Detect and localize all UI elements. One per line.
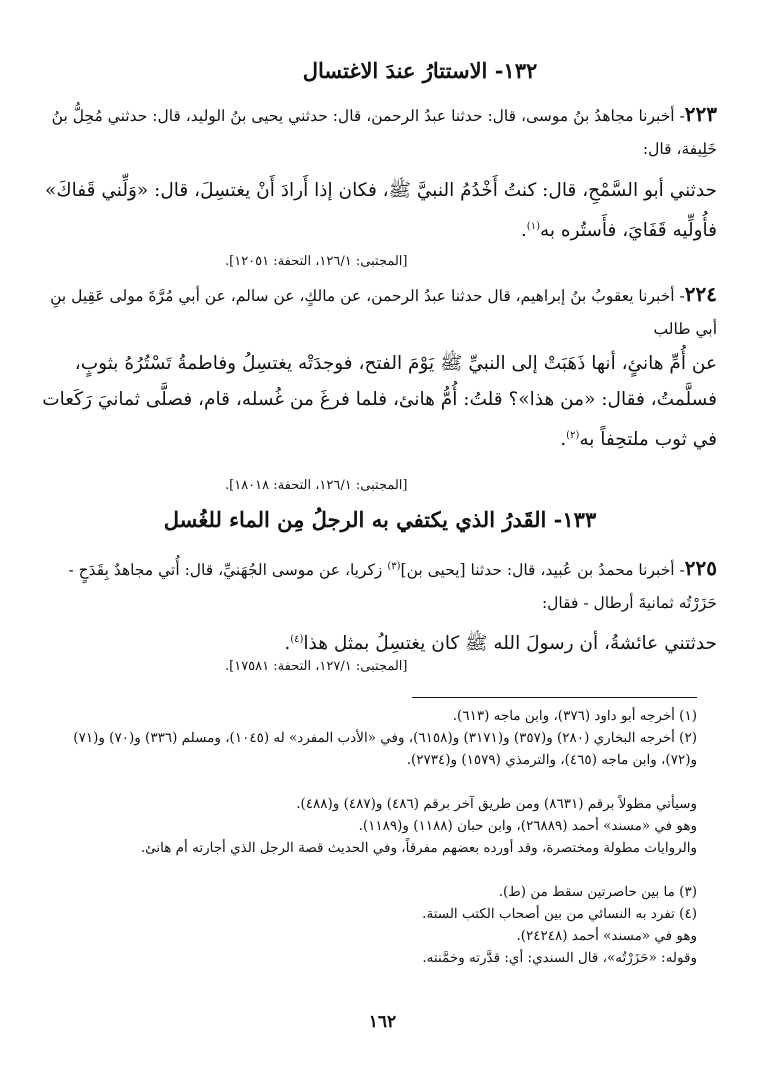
- footnote-mark-3: (٣): [387, 561, 401, 572]
- hadith-225-isnad: [42, 550, 717, 620]
- hadith-224-ref: [المجتبى: ١٢٦/١، التحفة: ١٨٠١٨].: [225, 478, 408, 493]
- hadith-223-isnad: [42, 98, 717, 166]
- footnote-4-cont-1: وهو في «مسند» أحمد (٢٤٢٤٨).: [516, 928, 697, 944]
- footnote-2-cont-3: والروايات مطولة ومختصرة، وقد أورده بعضهم مفرقاً، وفي الحديث قصة الرجل الذي أجارته أم هانئ.: [140, 840, 697, 856]
- hadith-224-isnad: [42, 278, 717, 346]
- footnote-2-cont-2: وهو في «مسند» أحمد (٢٦٨٨٩)، وابن حبان (١١٨٨) و(١١٨٩).: [358, 818, 697, 834]
- hadith-225-matn: حدثتني عائشةُ، أن رسولَ الله ﷺ كان يغتسِلُ بمثل هذا$^{(٤)}$.: [284, 633, 717, 655]
- hadith-223-matn-text: حدثني أبو السَّمْحِ، قال: كنتُ أَخْدُمُ النبيَّ ﷺ، فكان إذا أَرادَ أَنْ يغتسِلَ، قال: «وَلِّني قَفاكَ» فأُولِّيه قَفَايَ، فأَستُره به: [45, 180, 717, 242]
- hadith-223-number: ٢٢٣: [684, 102, 717, 126]
- footnote-mark-1: (١): [526, 221, 540, 232]
- footnote-2-cont-1: وسيأتي مطولاً برقم (٨٦٣١) ومن طريق آخر برقم (٤٨٦) و(٤٨٧) و(٤٨٨).: [296, 796, 697, 812]
- footnote-separator: [412, 697, 697, 698]
- page-number: ١٦٢: [368, 1012, 397, 1032]
- chapter-132-title: ١٣٢- الاستتارُ عندَ الاغتسال: [302, 58, 538, 83]
- footnote-mark-2: (٢): [566, 430, 580, 441]
- footnote-3: (٣) ما بين حاصرتين سقط من (ط).: [498, 884, 697, 900]
- hadith-224-number: ٢٢٤: [684, 282, 717, 306]
- hadith-224-isnad-text: - أخبرنا يعقوبُ بنُ إبراهيم، قال حدثنا عبدُ الرحمن، عن مالكٍ، عن سالم، عن أبي مُرَّةَ مولى عَقِيل بنِ أبي طالب: [50, 287, 717, 338]
- footnote-4: (٤) تفرد به النسائي من بين أصحاب الكتب الستة.: [422, 906, 697, 922]
- hadith-224-matn-text: عن أُمِّ هانئٍ، أنها ذَهَبَتْ إلى النبيِّ ﷺ يَوْمَ الفتح، فوجدَتْه يغتسِلُ وفاطمةُ تَسْتُرُهُ بثوبٍ، فسلَّمتُ، فقال: «من هذا»؟ قلتُ: أُمُّ هانئ، فلما فرغَ من غُسله، قام، فصلَّى ثمانيَ رَكَعات في ثوب ملتحِفاً به: [42, 353, 717, 451]
- hadith-225-isnad-rest: زكريا، عن موسى الجُهَنيِّ، قال: أُتي مجاهدٌ بِقَدَحٍ - حَزَرْتُه ثمانيةَ أرطال - فقال:: [68, 561, 717, 613]
- footnote-mark-4: (٤): [290, 634, 304, 645]
- hadith-223-ref: [المجتبى: ١٢٦/١، التحفة: ١٢٠٥١].: [225, 254, 408, 269]
- chapter-133-title: ١٣٣- القَدرُ الذي يكتفي به الرجلُ مِن الماء للغُسل: [163, 507, 597, 532]
- hadith-223-isnad-text: - أخبرنا مجاهدُ بنُ موسى، قال: حدثنا عبدُ الرحمن، قال: حدثني يحيى بنُ الوليد، قال: حدثني مُحِلُّ بنُ خَلِيفة، قال:: [51, 107, 717, 158]
- footnote-2: (٢) أخرجه البخاري (٢٨٠) و(٣٥٧) و(٣١٧١) و(٦١٥٨)، وفي «الأدب المفرد» له (١٠٤٥)، ومسلم (٣٣٦) و(٧٠) و(٧١) و(٧٢)، وابن ماجه (٤٦٥)، والترمذي (١٥٧٩) و(٢٧٣٤).: [73, 730, 697, 768]
- footnote-1: (١) أخرجه أبو داود (٣٧٦)، وابن ماجه (٦١٣).: [452, 708, 697, 724]
- hadith-224-matn: عن أُمِّ هانئٍ، أنها ذَهَبَتْ إلى النبيِّ ﷺ يَوْمَ الفتح، فوجدَتْه يغتسِلُ وفاطمةُ تَسْتُرُهُ بثوبٍ، فسلَّمتُ، فقال: «من هذا»؟ قلتُ: أُمُّ هانئ، فلما فرغَ من غُسله، قام، فصلَّى ثمانيَ رَكَعات في ثوب ملتحِفاً به$^{(٢)}$.: [42, 353, 717, 451]
- hadith-223-matn: حدثني أبو السَّمْحِ، قال: كنتُ أَخْدُمُ النبيَّ ﷺ، فكان إذا أَرادَ أَنْ يغتسِلَ، قال: «وَلِّني قَفاكَ» فأُولِّيه قَفَايَ، فأَستُره به$^{(١)}$.: [45, 180, 717, 242]
- hadith-225-isnad-text: - أخبرنا محمدُ بن عُبيد، قال: حدثنا [يحيى بن]: [400, 561, 685, 580]
- hadith-225-matn-text: حدثتني عائشةُ، أن رسولَ الله ﷺ كان يغتسِلُ بمثل هذا: [303, 633, 717, 655]
- hadith-225-ref: [المجتبى: ١٢٧/١، التحفة: ١٧٥٨١].: [225, 659, 408, 674]
- hadith-225-number: ٢٢٥: [684, 556, 717, 581]
- footnote-4-cont-2: وقوله: «حَزَرْتُه»، قال السندي: أي: قدَّرته وخمَّنته.: [422, 950, 697, 966]
